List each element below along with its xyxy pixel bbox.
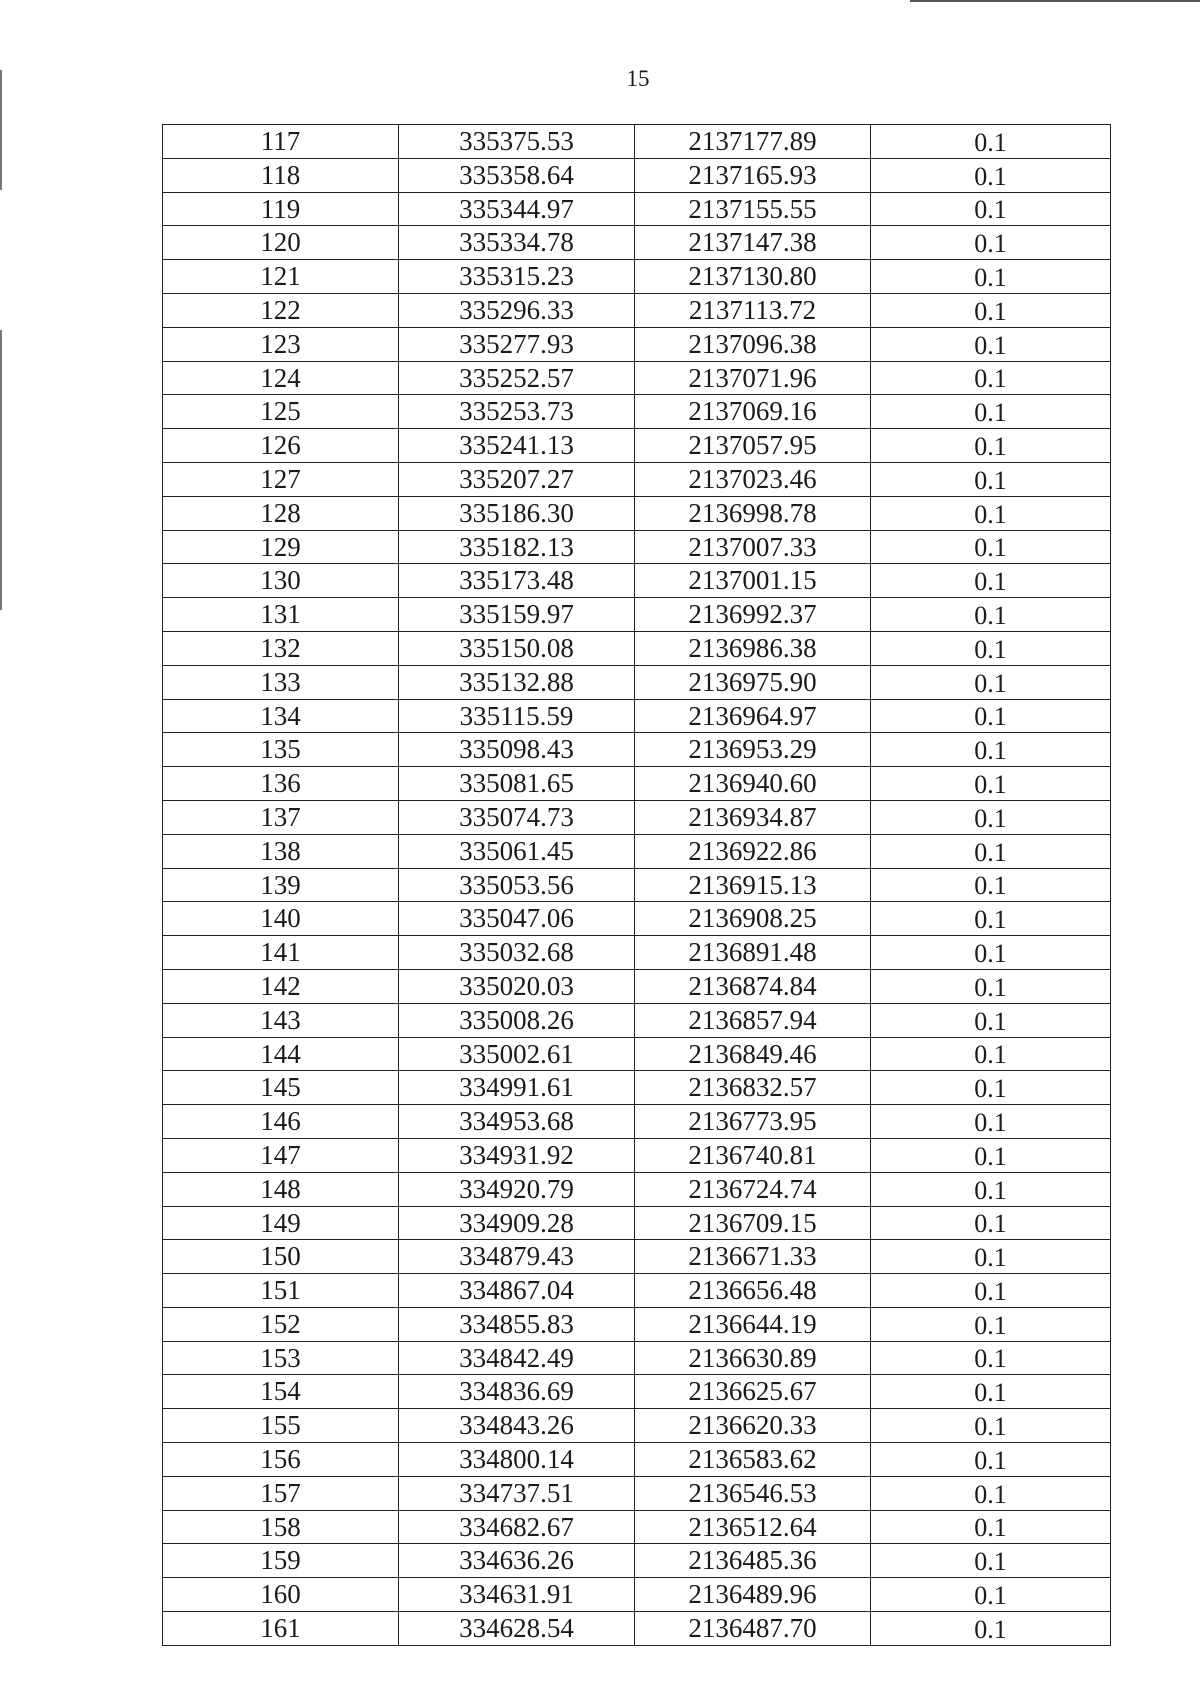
table-row xyxy=(163,462,1111,496)
cell-y-coordinate: 2136671.33 xyxy=(635,1240,871,1274)
cell-point-number: 138 xyxy=(163,834,399,868)
cell-value: 0.1 xyxy=(871,1375,1111,1409)
cell-value: 0.1 xyxy=(871,1071,1111,1105)
cell-x-coordinate: 334628.54 xyxy=(399,1612,635,1646)
cell-value: 0.1 xyxy=(871,1443,1111,1477)
table-row xyxy=(163,429,1111,463)
cell-y-coordinate: 2136512.64 xyxy=(635,1510,871,1544)
cell-x-coordinate: 335375.53 xyxy=(399,125,635,159)
table-row xyxy=(163,361,1111,395)
table-row xyxy=(163,631,1111,665)
cell-value: 0.1 xyxy=(871,767,1111,801)
cell-y-coordinate: 2136620.33 xyxy=(635,1409,871,1443)
table-row xyxy=(163,598,1111,632)
page-edge-line xyxy=(910,0,1200,2)
cell-value: 0.1 xyxy=(871,530,1111,564)
cell-x-coordinate: 335159.97 xyxy=(399,598,635,632)
table-row xyxy=(163,936,1111,970)
cell-point-number: 160 xyxy=(163,1578,399,1612)
cell-x-coordinate: 335186.30 xyxy=(399,496,635,530)
cell-value: 0.1 xyxy=(871,1138,1111,1172)
cell-y-coordinate: 2136857.94 xyxy=(635,1003,871,1037)
cell-y-coordinate: 2136891.48 xyxy=(635,936,871,970)
cell-y-coordinate: 2136998.78 xyxy=(635,496,871,530)
cell-y-coordinate: 2136975.90 xyxy=(635,665,871,699)
table-row xyxy=(163,260,1111,294)
cell-value: 0.1 xyxy=(871,1578,1111,1612)
cell-x-coordinate: 334636.26 xyxy=(399,1544,635,1578)
table-row xyxy=(163,1071,1111,1105)
table-row xyxy=(163,1240,1111,1274)
cell-point-number: 117 xyxy=(163,125,399,159)
cell-point-number: 146 xyxy=(163,1105,399,1139)
cell-point-number: 122 xyxy=(163,293,399,327)
cell-x-coordinate: 334931.92 xyxy=(399,1138,635,1172)
table-row xyxy=(163,1443,1111,1477)
table-row xyxy=(163,1375,1111,1409)
cell-point-number: 119 xyxy=(163,192,399,226)
cell-point-number: 127 xyxy=(163,462,399,496)
cell-x-coordinate: 335047.06 xyxy=(399,902,635,936)
cell-y-coordinate: 2136922.86 xyxy=(635,834,871,868)
cell-y-coordinate: 2136964.97 xyxy=(635,699,871,733)
cell-y-coordinate: 2136489.96 xyxy=(635,1578,871,1612)
table-row xyxy=(163,800,1111,834)
table-row xyxy=(163,496,1111,530)
cell-value: 0.1 xyxy=(871,1037,1111,1071)
cell-x-coordinate: 334737.51 xyxy=(399,1476,635,1510)
cell-point-number: 121 xyxy=(163,260,399,294)
cell-point-number: 152 xyxy=(163,1307,399,1341)
table-row xyxy=(163,1138,1111,1172)
cell-value: 0.1 xyxy=(871,260,1111,294)
cell-y-coordinate: 2136832.57 xyxy=(635,1071,871,1105)
cell-value: 0.1 xyxy=(871,1307,1111,1341)
cell-value: 0.1 xyxy=(871,1003,1111,1037)
cell-value: 0.1 xyxy=(871,665,1111,699)
table-row xyxy=(163,1612,1111,1646)
cell-x-coordinate: 334909.28 xyxy=(399,1206,635,1240)
cell-value: 0.1 xyxy=(871,564,1111,598)
cell-y-coordinate: 2136709.15 xyxy=(635,1206,871,1240)
cell-value: 0.1 xyxy=(871,868,1111,902)
cell-point-number: 134 xyxy=(163,699,399,733)
cell-x-coordinate: 334682.67 xyxy=(399,1510,635,1544)
table-row xyxy=(163,125,1111,159)
cell-y-coordinate: 2137007.33 xyxy=(635,530,871,564)
cell-point-number: 154 xyxy=(163,1375,399,1409)
cell-x-coordinate: 335296.33 xyxy=(399,293,635,327)
cell-x-coordinate: 334867.04 xyxy=(399,1274,635,1308)
cell-y-coordinate: 2137096.38 xyxy=(635,327,871,361)
table-row xyxy=(163,868,1111,902)
cell-point-number: 147 xyxy=(163,1138,399,1172)
cell-value: 0.1 xyxy=(871,327,1111,361)
cell-x-coordinate: 334800.14 xyxy=(399,1443,635,1477)
cell-value: 0.1 xyxy=(871,1510,1111,1544)
cell-value: 0.1 xyxy=(871,1105,1111,1139)
table-row xyxy=(163,1274,1111,1308)
cell-value: 0.1 xyxy=(871,733,1111,767)
cell-value: 0.1 xyxy=(871,969,1111,1003)
cell-x-coordinate: 335315.23 xyxy=(399,260,635,294)
table-row xyxy=(163,834,1111,868)
cell-value: 0.1 xyxy=(871,1409,1111,1443)
cell-y-coordinate: 2136934.87 xyxy=(635,800,871,834)
cell-value: 0.1 xyxy=(871,800,1111,834)
cell-y-coordinate: 2137147.38 xyxy=(635,226,871,260)
cell-point-number: 157 xyxy=(163,1476,399,1510)
cell-point-number: 143 xyxy=(163,1003,399,1037)
cell-value: 0.1 xyxy=(871,293,1111,327)
cell-point-number: 123 xyxy=(163,327,399,361)
table-row xyxy=(163,395,1111,429)
cell-y-coordinate: 2136874.84 xyxy=(635,969,871,1003)
table-row xyxy=(163,1476,1111,1510)
cell-x-coordinate: 335032.68 xyxy=(399,936,635,970)
cell-point-number: 132 xyxy=(163,631,399,665)
cell-y-coordinate: 2136625.67 xyxy=(635,1375,871,1409)
table-row xyxy=(163,564,1111,598)
cell-point-number: 136 xyxy=(163,767,399,801)
cell-y-coordinate: 2136656.48 xyxy=(635,1274,871,1308)
cell-x-coordinate: 334920.79 xyxy=(399,1172,635,1206)
cell-x-coordinate: 335115.59 xyxy=(399,699,635,733)
cell-x-coordinate: 335344.97 xyxy=(399,192,635,226)
cell-value: 0.1 xyxy=(871,192,1111,226)
cell-x-coordinate: 335241.13 xyxy=(399,429,635,463)
table-row xyxy=(163,1003,1111,1037)
cell-x-coordinate: 335081.65 xyxy=(399,767,635,801)
cell-y-coordinate: 2137155.55 xyxy=(635,192,871,226)
table-row xyxy=(163,767,1111,801)
cell-value: 0.1 xyxy=(871,429,1111,463)
cell-x-coordinate: 334631.91 xyxy=(399,1578,635,1612)
cell-y-coordinate: 2137057.95 xyxy=(635,429,871,463)
table-row xyxy=(163,192,1111,226)
cell-x-coordinate: 335132.88 xyxy=(399,665,635,699)
cell-x-coordinate: 334843.26 xyxy=(399,1409,635,1443)
cell-y-coordinate: 2136630.89 xyxy=(635,1341,871,1375)
cell-x-coordinate: 334855.83 xyxy=(399,1307,635,1341)
table-row xyxy=(163,1510,1111,1544)
cell-y-coordinate: 2136724.74 xyxy=(635,1172,871,1206)
cell-point-number: 141 xyxy=(163,936,399,970)
table-row xyxy=(163,226,1111,260)
table-row xyxy=(163,293,1111,327)
cell-value: 0.1 xyxy=(871,631,1111,665)
cell-y-coordinate: 2137069.16 xyxy=(635,395,871,429)
cell-x-coordinate: 335061.45 xyxy=(399,834,635,868)
cell-x-coordinate: 335098.43 xyxy=(399,733,635,767)
cell-y-coordinate: 2136953.29 xyxy=(635,733,871,767)
cell-value: 0.1 xyxy=(871,125,1111,159)
table-row xyxy=(163,1578,1111,1612)
table-row xyxy=(163,1544,1111,1578)
cell-value: 0.1 xyxy=(871,361,1111,395)
cell-x-coordinate: 334953.68 xyxy=(399,1105,635,1139)
cell-y-coordinate: 2136773.95 xyxy=(635,1105,871,1139)
cell-point-number: 145 xyxy=(163,1071,399,1105)
table-row xyxy=(163,1409,1111,1443)
cell-value: 0.1 xyxy=(871,699,1111,733)
cell-x-coordinate: 335150.08 xyxy=(399,631,635,665)
cell-value: 0.1 xyxy=(871,902,1111,936)
cell-point-number: 149 xyxy=(163,1206,399,1240)
table-row xyxy=(163,327,1111,361)
cell-y-coordinate: 2137023.46 xyxy=(635,462,871,496)
table-row xyxy=(163,902,1111,936)
cell-x-coordinate: 335252.57 xyxy=(399,361,635,395)
cell-value: 0.1 xyxy=(871,834,1111,868)
cell-x-coordinate: 335207.27 xyxy=(399,462,635,496)
cell-y-coordinate: 2136986.38 xyxy=(635,631,871,665)
cell-value: 0.1 xyxy=(871,1274,1111,1308)
cell-point-number: 159 xyxy=(163,1544,399,1578)
coordinate-table-body xyxy=(163,125,1111,1646)
table-row xyxy=(163,1172,1111,1206)
cell-point-number: 139 xyxy=(163,868,399,902)
cell-point-number: 125 xyxy=(163,395,399,429)
cell-x-coordinate: 335253.73 xyxy=(399,395,635,429)
cell-x-coordinate: 335008.26 xyxy=(399,1003,635,1037)
cell-y-coordinate: 2136849.46 xyxy=(635,1037,871,1071)
cell-y-coordinate: 2137113.72 xyxy=(635,293,871,327)
cell-x-coordinate: 335334.78 xyxy=(399,226,635,260)
cell-y-coordinate: 2137177.89 xyxy=(635,125,871,159)
cell-x-coordinate: 335074.73 xyxy=(399,800,635,834)
cell-y-coordinate: 2136908.25 xyxy=(635,902,871,936)
coordinate-table xyxy=(162,124,1111,1646)
cell-point-number: 124 xyxy=(163,361,399,395)
scan-edge-mark xyxy=(0,330,2,610)
cell-value: 0.1 xyxy=(871,462,1111,496)
table-row xyxy=(163,158,1111,192)
cell-y-coordinate: 2136992.37 xyxy=(635,598,871,632)
cell-point-number: 151 xyxy=(163,1274,399,1308)
cell-x-coordinate: 335358.64 xyxy=(399,158,635,192)
cell-point-number: 120 xyxy=(163,226,399,260)
cell-x-coordinate: 335173.48 xyxy=(399,564,635,598)
cell-value: 0.1 xyxy=(871,1206,1111,1240)
cell-point-number: 150 xyxy=(163,1240,399,1274)
cell-point-number: 161 xyxy=(163,1612,399,1646)
cell-y-coordinate: 2136487.70 xyxy=(635,1612,871,1646)
cell-point-number: 156 xyxy=(163,1443,399,1477)
table-row xyxy=(163,530,1111,564)
cell-x-coordinate: 334836.69 xyxy=(399,1375,635,1409)
cell-x-coordinate: 335277.93 xyxy=(399,327,635,361)
cell-value: 0.1 xyxy=(871,496,1111,530)
cell-point-number: 128 xyxy=(163,496,399,530)
cell-x-coordinate: 335002.61 xyxy=(399,1037,635,1071)
cell-value: 0.1 xyxy=(871,1612,1111,1646)
cell-point-number: 144 xyxy=(163,1037,399,1071)
cell-x-coordinate: 335053.56 xyxy=(399,868,635,902)
cell-point-number: 153 xyxy=(163,1341,399,1375)
cell-x-coordinate: 334842.49 xyxy=(399,1341,635,1375)
table-row xyxy=(163,969,1111,1003)
cell-point-number: 131 xyxy=(163,598,399,632)
cell-point-number: 133 xyxy=(163,665,399,699)
cell-point-number: 155 xyxy=(163,1409,399,1443)
cell-y-coordinate: 2137130.80 xyxy=(635,260,871,294)
cell-point-number: 129 xyxy=(163,530,399,564)
cell-value: 0.1 xyxy=(871,1341,1111,1375)
cell-value: 0.1 xyxy=(871,1172,1111,1206)
cell-value: 0.1 xyxy=(871,1240,1111,1274)
cell-y-coordinate: 2136915.13 xyxy=(635,868,871,902)
cell-y-coordinate: 2136740.81 xyxy=(635,1138,871,1172)
cell-y-coordinate: 2136546.53 xyxy=(635,1476,871,1510)
table-row xyxy=(163,733,1111,767)
cell-y-coordinate: 2137071.96 xyxy=(635,361,871,395)
cell-point-number: 126 xyxy=(163,429,399,463)
cell-value: 0.1 xyxy=(871,226,1111,260)
table-row xyxy=(163,1105,1111,1139)
table-row xyxy=(163,665,1111,699)
cell-x-coordinate: 335020.03 xyxy=(399,969,635,1003)
table-row xyxy=(163,1341,1111,1375)
cell-y-coordinate: 2136583.62 xyxy=(635,1443,871,1477)
cell-value: 0.1 xyxy=(871,936,1111,970)
cell-y-coordinate: 2136485.36 xyxy=(635,1544,871,1578)
cell-y-coordinate: 2136940.60 xyxy=(635,767,871,801)
cell-point-number: 137 xyxy=(163,800,399,834)
cell-x-coordinate: 335182.13 xyxy=(399,530,635,564)
cell-y-coordinate: 2137001.15 xyxy=(635,564,871,598)
table-row xyxy=(163,1206,1111,1240)
cell-point-number: 158 xyxy=(163,1510,399,1544)
cell-point-number: 140 xyxy=(163,902,399,936)
cell-x-coordinate: 334879.43 xyxy=(399,1240,635,1274)
cell-value: 0.1 xyxy=(871,158,1111,192)
cell-point-number: 135 xyxy=(163,733,399,767)
cell-point-number: 118 xyxy=(163,158,399,192)
cell-point-number: 130 xyxy=(163,564,399,598)
cell-value: 0.1 xyxy=(871,1544,1111,1578)
cell-value: 0.1 xyxy=(871,395,1111,429)
cell-y-coordinate: 2136644.19 xyxy=(635,1307,871,1341)
cell-y-coordinate: 2137165.93 xyxy=(635,158,871,192)
cell-x-coordinate: 334991.61 xyxy=(399,1071,635,1105)
table-row xyxy=(163,1037,1111,1071)
cell-value: 0.1 xyxy=(871,598,1111,632)
cell-value: 0.1 xyxy=(871,1476,1111,1510)
cell-point-number: 148 xyxy=(163,1172,399,1206)
page-number: 15 xyxy=(626,66,650,91)
table-row xyxy=(163,1307,1111,1341)
cell-point-number: 142 xyxy=(163,969,399,1003)
table-row xyxy=(163,699,1111,733)
